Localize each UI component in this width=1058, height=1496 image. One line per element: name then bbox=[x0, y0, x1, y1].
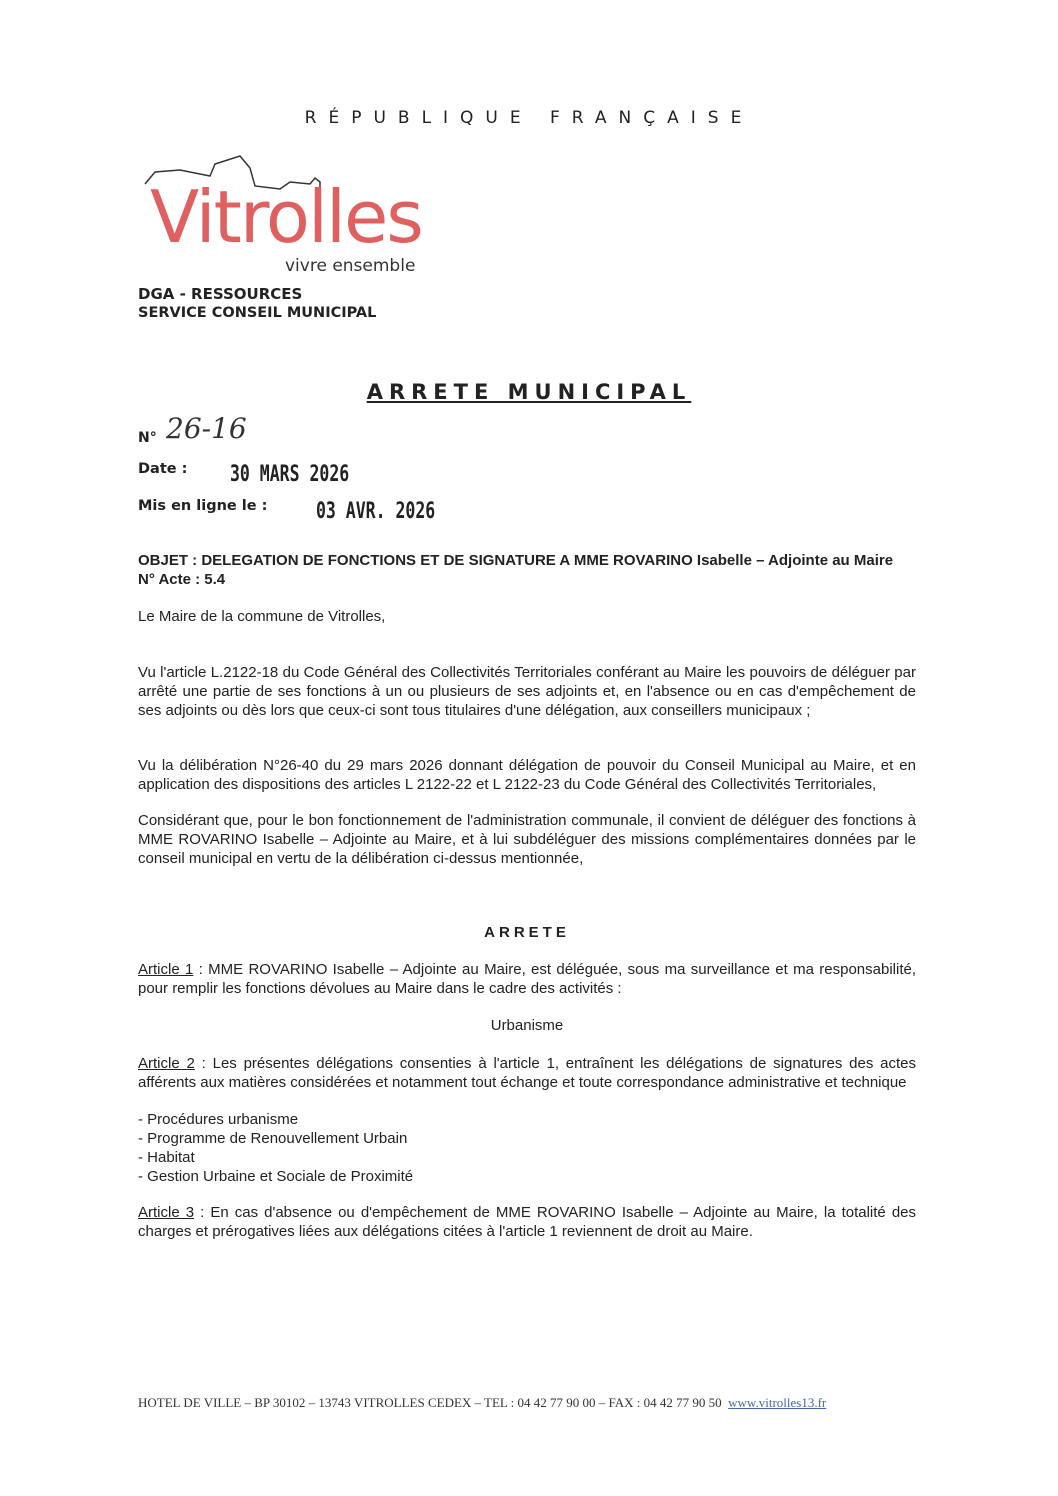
logo-text: Vitrolles bbox=[150, 175, 422, 259]
list-item: - Habitat bbox=[138, 1149, 195, 1166]
arrete-heading: ARRETE bbox=[484, 924, 570, 941]
list-item: - Programme de Renouvellement Urbain bbox=[138, 1130, 408, 1147]
footer bbox=[138, 1395, 826, 1411]
online-label: Mis en ligne le : bbox=[138, 498, 268, 514]
date-stamp: 30 MARS 2026 bbox=[230, 462, 350, 487]
delegation-list bbox=[138, 1110, 916, 1186]
vitrolles-logo bbox=[140, 152, 440, 282]
title-text: ARRETE MUNICIPAL bbox=[366, 380, 692, 404]
article-2 bbox=[138, 1054, 916, 1092]
article-text: : MME ROVARINO Isabelle – Adjointe au Maire, est déléguée, sous ma surveillance et ma responsabilité, pour remplir les fonctions dévolues au Maire dans le cadre des activités : bbox=[138, 961, 916, 997]
activity: Urbanisme bbox=[490, 1017, 564, 1034]
article-label: Article 2 bbox=[138, 1055, 195, 1072]
article-text: : Les présentes délégations consenties à l'article 1, entraînent les délégations de signatures des actes afférents aux matières considérées et notamment tout échange et toute correspondance administrative et technique bbox=[138, 1055, 916, 1091]
acte-number: N° Acte : 5.4 bbox=[138, 571, 226, 588]
republic-header: RÉPUBLIQUE FRANÇAISE bbox=[304, 108, 754, 128]
article-label: Article 1 bbox=[138, 961, 194, 978]
article-1 bbox=[138, 960, 916, 998]
article-3 bbox=[138, 1203, 916, 1241]
document-body bbox=[138, 551, 916, 1241]
consideration-2: Vu la délibération N°26-40 du 29 mars 2026 donnant délégation de pouvoir du Conseil Municipal au Maire, et en application des dispositions des articles L 2122-22 et L 2122-23 du Code Général des Collectivités Territoriales, bbox=[138, 757, 916, 793]
consideration-3: Considérant que, pour le bon fonctionnement de l'administration communale, il convient de déléguer des fonctions à MME ROVARINO Isabelle – Adjointe au Maire, et à lui subdéléguer des missions complémentaires données par le conseil municipal en vertu de la délibération ci-dessus mentionnée, bbox=[138, 812, 916, 867]
article-text: : En cas d'absence ou d'empêchement de MME ROVARINO Isabelle – Adjointe au Maire, la totalité des charges et prérogatives liées aux délégations citées à l'article 1 reviennent de droit au Maire. bbox=[138, 1204, 917, 1240]
intro: Le Maire de la commune de Vitrolles, bbox=[138, 608, 386, 625]
service: SERVICE CONSEIL MUNICIPAL bbox=[138, 305, 377, 321]
list-item: - Procédures urbanisme bbox=[138, 1111, 299, 1128]
document-title bbox=[0, 380, 1058, 404]
article-label: Article 3 bbox=[138, 1204, 195, 1221]
arrete-number: 26-16 bbox=[166, 412, 247, 445]
footer-address: HOTEL DE VILLE – BP 30102 – 13743 VITROLLES CEDEX – TEL : 04 42 77 90 00 – FAX : 04 42 77 90 50 bbox=[138, 1395, 722, 1410]
date-label: Date : bbox=[138, 461, 188, 477]
department: DGA - RESSOURCES bbox=[138, 285, 303, 303]
online-date-stamp: 03 AVR. 2026 bbox=[316, 499, 436, 524]
logo-tagline: vivre ensemble bbox=[285, 256, 416, 276]
list-item: - Gestion Urbaine et Sociale de Proximité bbox=[138, 1168, 414, 1185]
website-link[interactable]: www.vitrolles13.fr bbox=[728, 1395, 827, 1410]
number-label: N° bbox=[138, 430, 157, 446]
objet: OBJET : DELEGATION DE FONCTIONS ET DE SIGNATURE A MME ROVARINO Isabelle – Adjointe au Maire bbox=[138, 552, 894, 569]
consideration-1: Vu l'article L.2122-18 du Code Général des Collectivités Territoriales conférant au Maire les pouvoirs de déléguer par arrêté une partie de ses fonctions à un ou plusieurs de ses adjoints et, en l'absence ou en cas d'empêchement de ses adjoints ou dès lors que ceux-ci sont tous titulaires d'une délégation, aux conseillers municipaux ; bbox=[138, 664, 916, 719]
